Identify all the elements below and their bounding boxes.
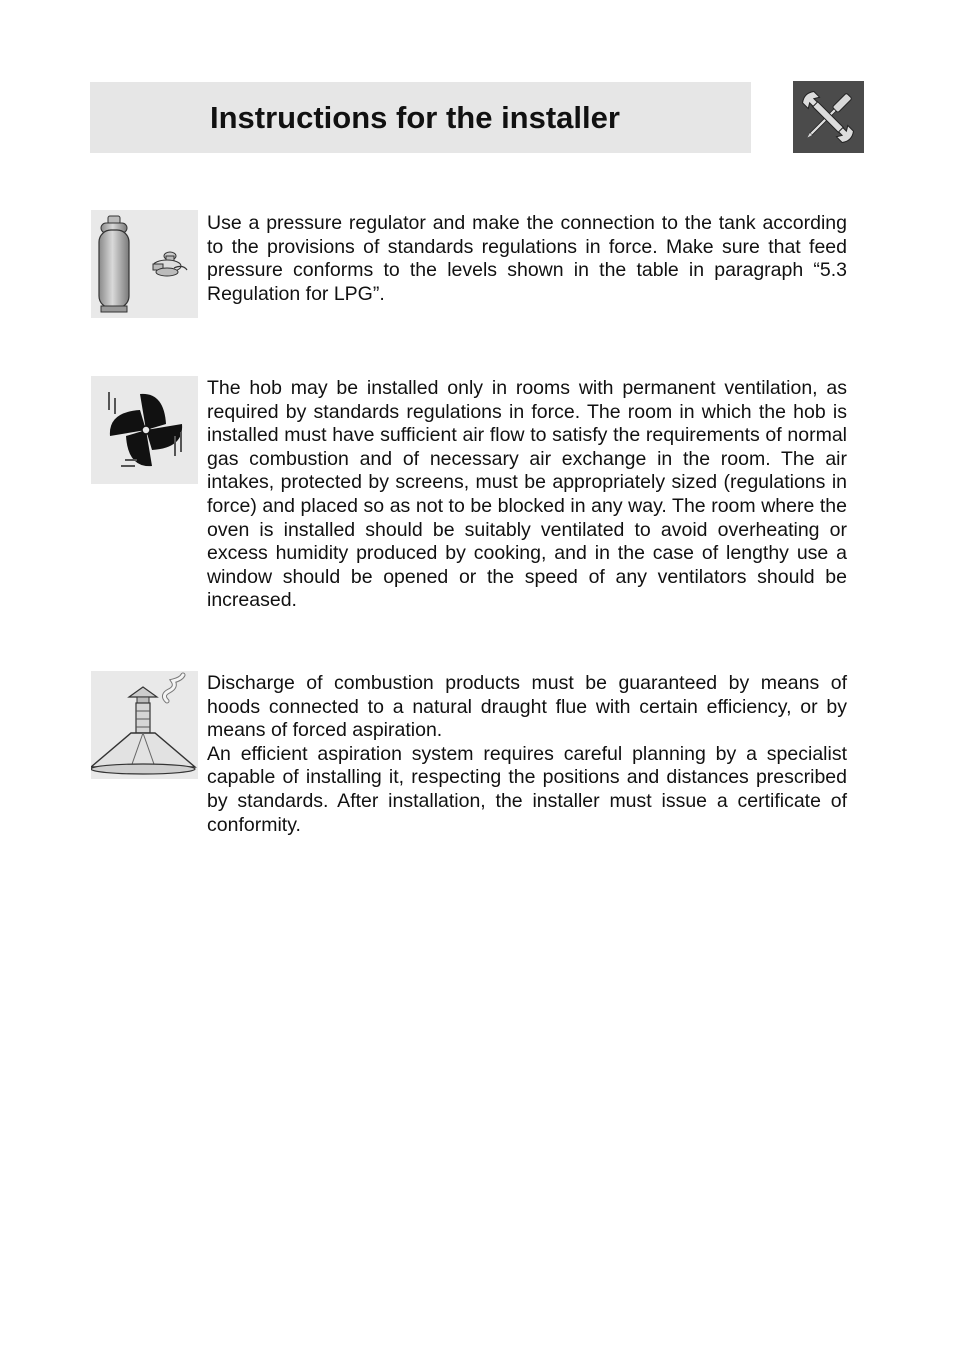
gas-cylinder-regulator-icon (91, 210, 198, 318)
paragraph: Discharge of combustion products must be guaranteed by means of hoods connected to a natural draught flue with certain efficiency, or by means of forced aspiration. (207, 672, 847, 742)
page-title: Instructions for the installer (210, 100, 620, 135)
paragraph: An efficient aspiration system requires careful planning by a specialist capable of installing it, respecting the positions and distances prescribed by standards. After installation, the installer must issue a certificate of conformity. (207, 742, 847, 836)
section-text (207, 672, 847, 837)
section-text (207, 212, 847, 306)
ventilation-fan-icon (91, 376, 198, 484)
section-text (207, 377, 847, 613)
page-header (90, 82, 751, 153)
extractor-hood-icon (91, 671, 198, 779)
paragraph: The hob may be installed only in rooms with permanent ventilation, as required by standards regulations in force. The room in which the hob is installed must have sufficient air flow to satisfy the requirements of normal gas combustion and of necessary air exchange in the room. The air intakes, protected by screens, must be appropriately sized (regulations in force) and placed so as not to be blocked in any way. The room where the oven is installed should be suitably ventilated to avoid overheating or excess humidity produced by cooking, and in the case of lengthy use a window should be opened or the speed of any ventilators should be increased. (207, 377, 847, 612)
paragraph: Use a pressure regulator and make the connection to the tank according to the provisions of standards regulations in force. Make sure that feed pressure conforms to the levels shown in the table in paragraph “5.3 Regulation for LPG”. (207, 212, 847, 305)
wrench-screwdriver-icon (793, 81, 864, 153)
